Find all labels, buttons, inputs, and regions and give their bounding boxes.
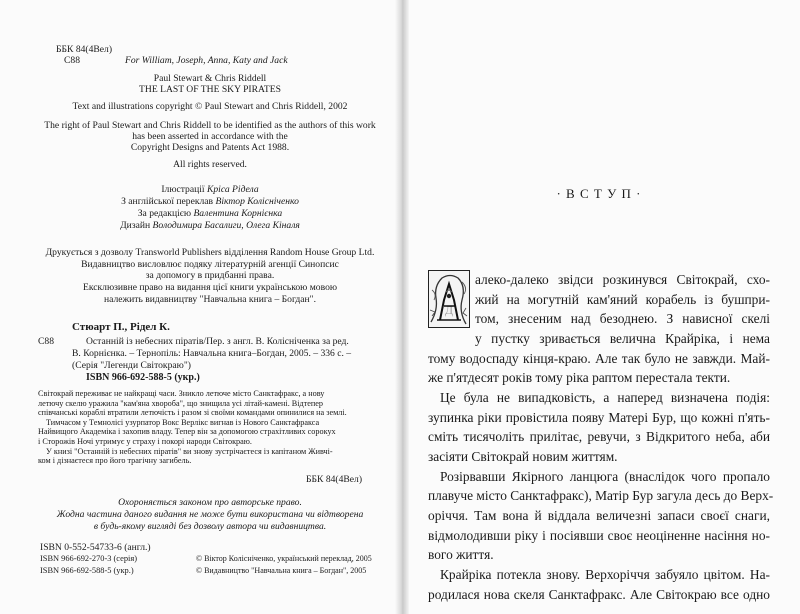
- drop-cap-illustration: [428, 270, 470, 328]
- cat-author: Стюарт П., Рідел К.: [72, 321, 170, 333]
- print-line-4: Ексклюзивне право на видання цієї книги українською мовою: [82, 282, 338, 293]
- annotation-line: ком і дізнаєтеся про його трагічну загибель.: [38, 456, 192, 466]
- chapter-heading: · В С Т У П ·: [556, 186, 642, 201]
- annotation-line: співчанські кораблі втратили летючість і разом зі своїми командами опинилися на землі.: [38, 408, 347, 418]
- print-line-3: за допомогу в придбанні права.: [145, 270, 275, 281]
- body-line: засіяти Світокрай новим життям.: [428, 449, 618, 464]
- body-line: родилася нова скеля Санктафракс. Але Світокраю все одно: [428, 587, 770, 602]
- rights-line-1: The right of Paul Stewart and Chris Riddell to be identified as the authors of this work: [44, 120, 376, 131]
- body-line: Крайріка потекла знову. Верхоріччя забуяло цвітом. На-: [440, 567, 770, 582]
- credit-name: Кріса Рідела: [207, 184, 259, 195]
- cat-c88: С88: [38, 336, 54, 347]
- credit-label: Ілюстрації: [161, 184, 205, 195]
- credit-name: Віктор Колісніченко: [215, 196, 299, 207]
- dedication: For William, Joseph, Anna, Katy and Jack: [125, 55, 288, 66]
- annotation: [38, 389, 347, 466]
- credit-design: [40, 220, 380, 231]
- body-line: алеко-далеко звідси розкинувся Світокрай, схо-: [475, 272, 770, 287]
- annotation-line: Тимчасом у Темнолісі узурпатор Вокс Верлікс вигнав із Нового Санктафракса: [46, 417, 320, 427]
- copyright-publisher: © Видавництво "Навчальна книга – Богдан", 2005: [196, 566, 367, 575]
- authors-en: Paul Stewart & Chris Riddell: [153, 73, 267, 84]
- body-line: том, знесеним над безоднею. З нависної скелі: [475, 311, 770, 326]
- annotation-line: У книзі "Останній із небесних піратів" ви знову зустрічаєтеся із капітаном Живчі-: [46, 446, 333, 456]
- credit-name: Валентина Корнієнка: [193, 208, 283, 219]
- print-line-2: Видавництво висловлює подяку літературній агенції Синопсис: [81, 259, 339, 270]
- credit-name: Володимира Басалиги, Олега Кіналя: [152, 220, 300, 231]
- cat-line-3: (Серія "Легенди Світокраю"): [72, 360, 191, 371]
- catalog-code: С88: [64, 55, 80, 66]
- body-line: тому водоспаду кінця-краю. Але так було не завжди. Май-: [428, 351, 770, 366]
- isbn-english: ISBN 0-552-54733-6 (англ.): [40, 542, 151, 553]
- body-line: відмолодивши ріку і посіявши своє неоціненне насіння но-: [428, 528, 770, 543]
- law-line-1: Охороняється законом про авторське право.: [118, 497, 302, 508]
- annotation-line: Найвищого Академіка і захопив владу. Тепер він за допомогою страхітливих сорокух: [38, 427, 336, 437]
- body-line: Це була не випадковість, а наперед визначена подія:: [440, 390, 770, 405]
- print-line-5: належить видавництву "Навчальна книга – Богдан".: [103, 294, 317, 305]
- body-line: жий на могутній кам'яний корабель із бушпри-: [475, 292, 770, 307]
- body-line: вого життя.: [428, 547, 494, 562]
- credit-illustrations: [40, 184, 380, 195]
- body-line: плавуче місто Санктафракс), Матір Бур загула десь до Верх-: [428, 488, 774, 503]
- book-spine: [395, 0, 409, 614]
- annotation-line: летючу скелю уражила "кам'яна хвороба", що знищила усі літай-камені. Відтепер: [38, 398, 324, 408]
- body-line: оріччя. Там вона й віддала величезні запаси своєї снаги,: [428, 508, 770, 523]
- cat-line-2: В. Корнієнка. – Тернопіль: Навчальна книга–Богдан, 2005. – 336 с. –: [72, 348, 352, 359]
- body-line: же п'ятдесят років тому ріка раптом перестала текти.: [428, 370, 731, 385]
- body-line: у пустку зривається велична Крайріка, і нема: [475, 331, 770, 346]
- bleed-through-text: [460, 36, 760, 54]
- annotation-line: і Сторожів Ночі утримує у страху і покорі народи Світокраю.: [38, 436, 252, 446]
- credit-editor: [40, 208, 380, 219]
- print-line-1: Друкується з дозволу Transworld Publishers відділення Random House Group Ltd.: [45, 247, 375, 258]
- drop-cap-letter: Д: [444, 303, 454, 317]
- credit-label: За редакцією: [137, 208, 192, 219]
- copyright-translation: © Віктор Колісніченко, український переклад, 2005: [196, 554, 372, 563]
- rights-line-2: has been asserted in accordance with the: [132, 131, 288, 142]
- isbn-ukrainian: ISBN 966-692-588-5 (укр.): [40, 566, 134, 575]
- annotation-line: Світокрай переживає не найкращі часи. Зникло летюче місто Санктафракс, а нову: [38, 389, 325, 398]
- body-line: Розірвавши Якірного ланцюга (внаслідок чого пропало: [440, 469, 770, 484]
- copyright-en: Text and illustrations copyright © Paul Stewart and Chris Riddell, 2002: [72, 101, 348, 112]
- title-en: THE LAST OF THE SKY PIRATES: [139, 84, 281, 95]
- bbk-code: ББК 84(4Вел): [56, 44, 113, 55]
- body-line: сміть тисячоліть прилітає, ревучи, з Відкритого неба, аби: [428, 429, 770, 444]
- all-rights: All rights reserved.: [173, 159, 247, 170]
- credit-translation: [40, 196, 380, 207]
- law-line-2: Жодна частина даного видання не може бути використана чи відтворена: [56, 509, 364, 520]
- cat-line-1: Останній із небесних піратів/Пер. з англ. В. Колісніченка за ред.: [86, 336, 349, 347]
- law-line-3: в будь-якому вигляді без дозволу автора чи видавництва.: [93, 521, 327, 532]
- cat-isbn: ISBN 966-692-588-5 (укр.): [86, 372, 200, 383]
- rights-line-3: Copyright Designs and Patents Act 1988.: [130, 142, 290, 153]
- body-line: зупинка ріки провістила появу Матері Бур, що кожні п'ять-: [428, 410, 770, 425]
- bbk-code-bottom: ББК 84(4Вел): [306, 474, 363, 485]
- credit-label: З англійської переклав: [121, 196, 214, 207]
- credit-label: Дизайн: [120, 220, 151, 231]
- isbn-series: ISBN 966-692-270-3 (серія): [40, 554, 137, 563]
